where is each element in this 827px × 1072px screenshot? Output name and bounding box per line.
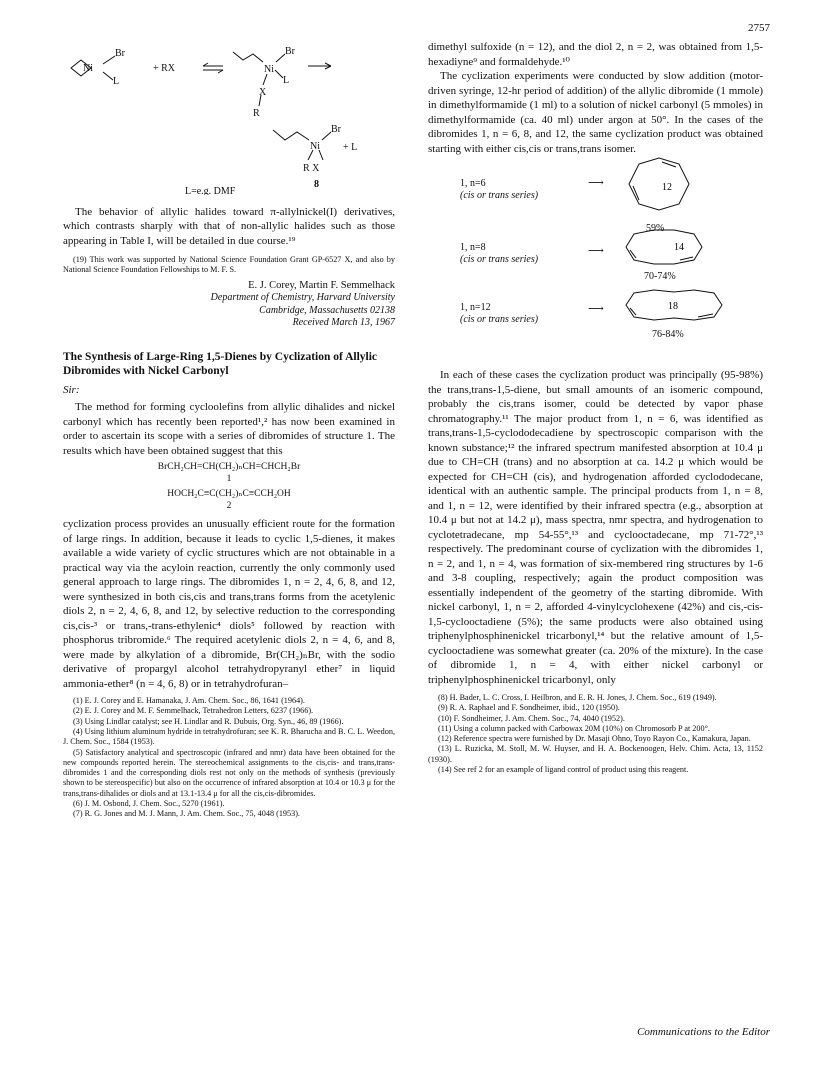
ring-3-label: 1, n=12 — [460, 302, 491, 313]
footnote-7: (7) R. G. Jones and M. J. Mann, J. Am. Chem. Soc., 75, 4048 (1953). — [73, 809, 300, 819]
footnote-9: (9) R. A. Raphael and F. Sondheimer, ibid., 120 (1950). — [438, 703, 620, 713]
right-paragraph-1: dimethyl sulfoxide (n = 12), and the diol 2, n = 2, was obtained from 1,5-hexadiyne⁹ and formaldehyde.¹⁰ — [428, 41, 763, 68]
plus-ligand: + L — [343, 142, 358, 153]
br-atom-3: Br — [331, 124, 341, 135]
formula-2: HOCH₂C≡C(CH₂)ₙC≡CCH₂OH — [167, 489, 291, 500]
ring-12-size: 12 — [662, 182, 672, 193]
ring-2-arrow: ⟶ — [588, 245, 604, 257]
ring-3-arrow: ⟶ — [588, 303, 604, 315]
footnote-3: (3) Using Lindlar catalyst; see H. Lindlar and R. Dubuis, Org. Syn., 46, 89 (1966). — [73, 716, 344, 726]
formula-1-number: 1 — [226, 474, 232, 485]
ni-atom-1: Ni — [83, 63, 93, 74]
footnote-8: (8) H. Bader, L. C. Cross, I. Heilbron, and E. R. H. Jones, J. Chem. Soc., 619 (1949). — [438, 693, 717, 702]
right-column — [428, 40, 763, 775]
author-names: E. J. Corey, Martin F. Semmelhack — [248, 279, 395, 291]
received-date: Received March 13, 1967 — [292, 317, 395, 329]
ring-14-structure — [624, 228, 704, 266]
footnote-13: (13) L. Ruzicka, M. Stoll, M. W. Huyser, and H. A. Bockenoogen, Helv. Chim. Acta, 13, 1152 (1930). — [428, 744, 763, 764]
ring-3-series: (cis or trans series) — [460, 314, 539, 325]
ring-18-structure — [624, 288, 724, 322]
formula-2-number: 2 — [226, 501, 232, 512]
footnote-11: (11) Using a column packed with Carbowax 20M (10%) on Chromosorb P at 200°. — [438, 723, 710, 733]
alkyl-r: R — [253, 108, 260, 119]
ring-18-size: 18 — [668, 301, 678, 312]
left-column — [63, 40, 395, 820]
body-paragraph-1: The method for forming cycloolefins from allylic dihalides and nickel carbonyl which has recently been reported¹,² has now been examined in order to ascertain its scope with a series of dibromides of structure 1. The results which have been obtained suggest that this — [63, 401, 395, 457]
intro-paragraph: The behavior of allylic halides toward π-allylnickel(I) derivatives, which contrasts sharply with that of non-allylic halides such as those appearing in Table I, will be detailed in due course.¹⁹ — [63, 205, 395, 247]
ring-1-label: 1, n=6 — [460, 178, 486, 189]
br-atom-2: Br — [285, 46, 295, 57]
body-paragraph-2: cyclization process provides an unusually efficient route for the formation of large rings. In addition, because it leads to cyclic 1,5-dienes, it makes available a wide variety of cyclic structures which are not obtainable in a practical way via the acyloin reaction, currently the only commonly used general approach to large rings. The dibromides 1, n = 2, 4, 6, 8, and 12, were synthesized in both cis,cis and trans,trans forms from the acetylenic diols 2, n = 2, 4, 6, 8, and 12, by selective reduction to the corresponding cis,cis-³ or trans,-trans-ethylenic⁴ diols⁵ followed by reaction with phosphorus tribromide.⁶ The required acetylenic diols 2, n = 4, 6, and 8, were made by alkylation of a dibromide, Br(CH₂)ₙBr, with the sodio derivative of propargyl alcohol tetrahydropyranyl ether⁷ in liquid ammonia-ether⁸ (n = 4, 6, 8) or in tetrahydrofuran– — [63, 518, 395, 690]
ring-2-yield: 70-74% — [644, 271, 676, 282]
ring-3-yield: 76-84% — [652, 329, 684, 340]
left-footnotes — [63, 696, 395, 820]
footnote-14: (14) See ref 2 for an example of ligand control of product using this reagent. — [438, 765, 689, 775]
right-footnotes — [428, 693, 763, 775]
footnote-5: (5) Satisfactory analytical and spectroscopic (infrared and nmr) data have been obtained for the new compounds reported herein. The stereochemical assignments to the cis,cis- and trans,trans-dibromides 1 and the corresponding diols rest not only on the methods of synthesis (previously shown to be stereospecific) but also on the occurrence of infrared absorption at 10.4 or 10.3 μ for the trans,trans-dihalides or diols and at 13.1-13.4 μ for all the cis,cis-dibromides. — [63, 747, 395, 798]
affiliation-location: Cambridge, Massachusetts 02138 — [259, 304, 395, 316]
r-x-label: R X — [303, 163, 320, 174]
salutation: Sir: — [63, 383, 80, 396]
footnote-4: (4) Using lithium aluminum hydride in tetrahydrofuran; see K. R. Bharucha and B. C. L. Weedon, J. Chem. Soc., 1584 (1953). — [63, 726, 395, 747]
cyclization-scheme — [428, 168, 763, 348]
ni-atom-3: Ni — [310, 141, 320, 152]
formula-1: BrCH₂CH=CH(CH₂)ₙCH=CHCH₂Br — [157, 462, 301, 473]
footnote-10: (10) F. Sondheimer, J. Am. Chem. Soc., 74, 4040 (1952). — [438, 713, 625, 723]
affiliation-department: Department of Chemistry, Harvard University — [210, 292, 395, 304]
ni-atom-2: Ni — [264, 64, 274, 75]
br-atom-1: Br — [115, 48, 125, 59]
right-paragraph-2: The cyclization experiments were conducted by slow addition (motor-driven syringe, 12-hr period of addition) of the allylic dibromide (1 mmole) in dimethylformamide (1 ml) to a solution of nickel carbonyl (5 mmoles) in dimethylformamide (ca. 40 ml) under argon at 50°. In the cases of the dibromides 1, n = 6, 8, and 12, the same cyclization product was obtained starting with either cis,cis or trans,trans isomer. — [428, 70, 763, 155]
ligand-1: L — [113, 76, 120, 87]
right-paragraph-3: In each of these cases the cyclization product was principally (95-98%) the trans,trans-1,5-diene, but small amounts of an isomeric compound, probably the cis,trans isomer, could be detected by vapor phase chromatography.¹¹ The major product from 1, n = 6, was identified as trans,trans-1,5-cyclododecadiene by spectroscopic comparison with the known substance;¹² the infrared spectrum manifested absorption at 10.4 μ due to CH=CH (trans) and no absorption at ca. 14.2 μ which would be expected for CH=CH (cis), and hydrogenation afforded cyclododecane, identical with an authentic sample. The principal products from 1, n = 8, and 1, n = 12, were identified by their infrared spectra (e.g., absorption at 10.4 μ but not at 14.2 μ), mass spectra, nmr spectra, and hydrogenation to cyclotetradecane, mp 54-55°,¹³ and cyclooctadecane, mp 71-72°,¹³ respectively. The predominant course of cyclization with the dibromides 1, n = 2, and 1, n = 4, was formation of six-membered ring structures by 1-6 and 3-8 coupling, respectively; again the product composition was essentially independent of the geometry of the starting dibromide. With nickel carbonyl, 1, n = 2, afforded 4-vinylcyclohexene (42%) and cis,-cis-1,5-cyclooctadiene (5%); the same products were also obtained using triphenylphosphinenickel tricarbonyl,¹⁴ but the relative amount of 1,5-cyclooctadiene was somewhat greater (ca. 20% of the mixture). In the case of dibromide 1, n = 4, with either nickel carbonyl or triphenylphosphinenickel tricarbonyl, only — [428, 369, 763, 686]
footnote-12: (12) Reference spectra were furnished by Dr. Masaji Ohno, Toyo Rayon Co., Kamakura, Japan. — [438, 734, 751, 744]
footnote-6: (6) J. M. Osbond, J. Chem. Soc., 5270 (1961). — [73, 799, 225, 809]
ligand-2: L — [283, 75, 290, 86]
ring-1-series: (cis or trans series) — [460, 190, 539, 201]
reagent-rx: + RX — [153, 63, 176, 74]
footnote-19: (19) This work was supported by National Science Foundation Grant GP-6527 X, and also by National Science Foundation Fellowships to M. F. S. — [63, 255, 395, 275]
compound-8-label: 8 — [314, 179, 319, 190]
ring-2-label: 1, n=8 — [460, 242, 486, 253]
ring-14-size: 14 — [674, 242, 684, 253]
ring-2-series: (cis or trans series) — [460, 254, 539, 265]
ring-1-arrow: ⟶ — [588, 177, 604, 189]
ring-1-yield: 59% — [646, 223, 665, 234]
halide-x: X — [259, 87, 267, 98]
journal-section-footer: Communications to the Editor — [637, 1026, 770, 1038]
reaction-scheme — [63, 40, 395, 195]
article-title: The Synthesis of Large-Ring 1,5-Dienes by Cyclization of Allylic Dibromides with Nickel Carbonyl — [63, 350, 378, 377]
page-number: 2757 — [748, 22, 770, 34]
ring-12-structure — [624, 156, 694, 214]
footnote-2: (2) E. J. Corey and M. F. Semmelhack, Tetrahedron Letters, 6237 (1966). — [73, 706, 314, 716]
ligand-note: L=e.g. DMF — [185, 186, 236, 195]
footnote-1: (1) E. J. Corey and E. Hamanaka, J. Am. Chem. Soc., 86, 1641 (1964). — [73, 696, 305, 706]
